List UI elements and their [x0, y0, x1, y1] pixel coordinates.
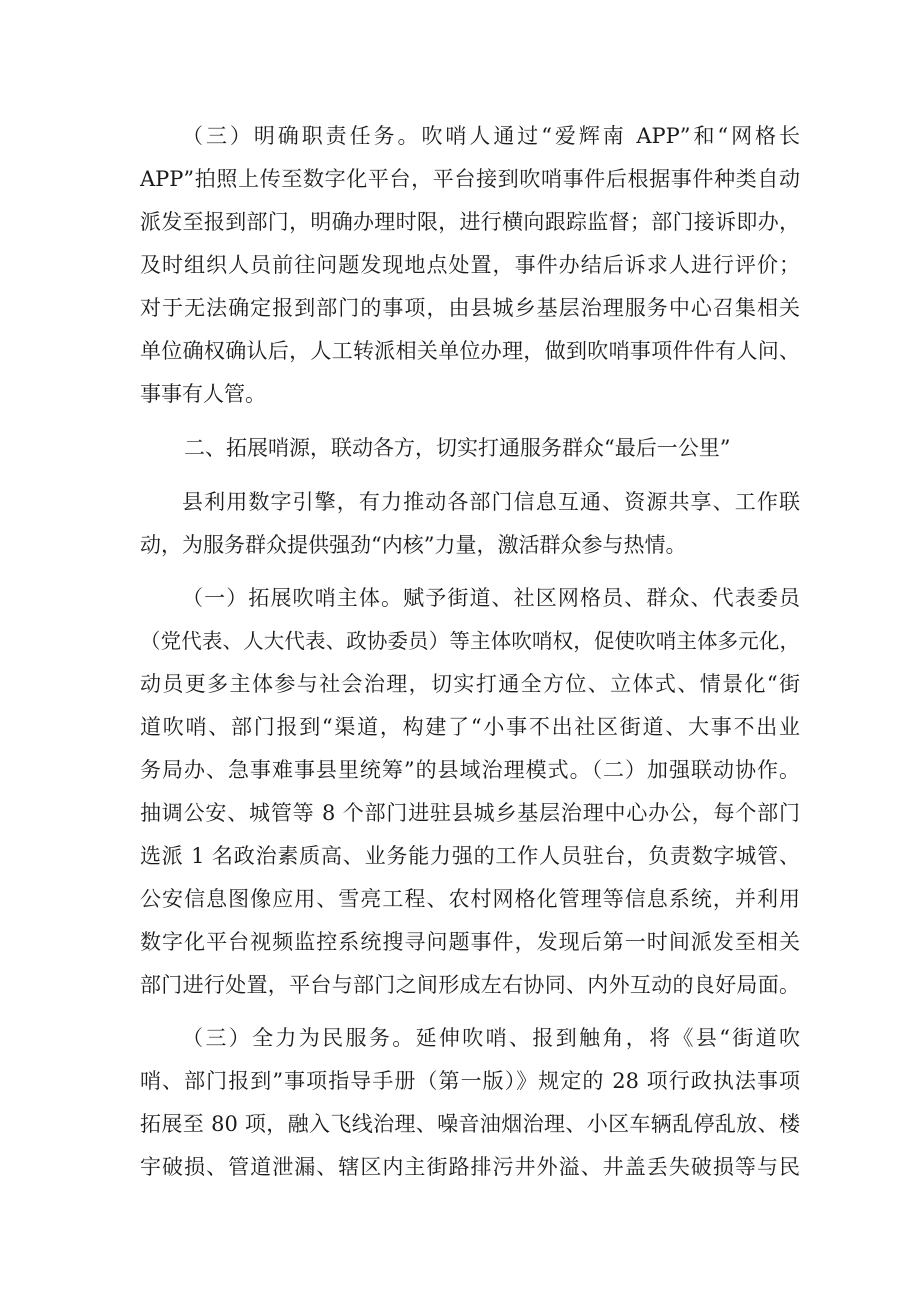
paragraph-line: 哨、部门报到”事项指导手册（第一版）》规定的 28 项行政执法事项: [140, 1069, 800, 1093]
paragraph-line: 动员更多主体参与社会治理，切实打通全方位、立体式、情景化“街: [140, 672, 800, 696]
paragraph-line: 抽调公安、城管等 8 个部门进驻县城乡基层治理中心办公，每个部门: [140, 801, 800, 825]
paragraph-line: 选派 1 名政治素质高、业务能力强的工作人员驻台，负责数字城管、: [140, 844, 800, 868]
paragraph-line: 动，为服务群众提供强劲“内核”力量，激活群众参与热情。: [140, 533, 687, 557]
paragraph-line: （三）全力为民服务。延伸吹哨、报到触角，将《县“街道吹: [182, 1026, 800, 1050]
paragraph-line: 派发至报到部门，明确办理时限，进行横向跟踪监督；部门接诉即办，: [140, 210, 800, 234]
paragraph-line: （一）拓展吹哨主体。赋予街道、社区网格员、群众、代表委员: [182, 586, 800, 610]
paragraph-line: 务局办、急事难事县里统筹”的县域治理模式。（二）加强联动协作。: [140, 758, 800, 782]
paragraph-line: 对于无法确定报到部门的事项，由县城乡基层治理服务中心召集相关: [140, 296, 800, 320]
section-heading: 二、拓展哨源，联动各方，切实打通服务群众“最后一公里”: [184, 436, 731, 460]
paragraph-line: 事事有人管。: [140, 382, 266, 406]
paragraph-line: 部门进行处置，平台与部门之间形成左右协同、内外互动的良好局面。: [140, 973, 800, 997]
paragraph-line: 公安信息图像应用、雪亮工程、农村网格化管理等信息系统，并利用: [140, 887, 800, 911]
paragraph-line: 县利用数字引擎，有力推动各部门信息互通、资源共享、工作联: [182, 490, 800, 514]
paragraph-line: 数字化平台视频监控系统搜寻问题事件，发现后第一时间派发至相关: [140, 930, 800, 954]
paragraph-line: 道吹哨、部门报到“渠道，构建了“小事不出社区街道、大事不出业: [140, 715, 800, 739]
paragraph-line: 单位确权确认后，人工转派相关单位办理，做到吹哨事项件件有人问、: [140, 339, 800, 363]
paragraph-line: 拓展至 80 项，融入飞线治理、噪音油烟治理、小区车辆乱停乱放、楼: [140, 1112, 800, 1136]
paragraph-line: APP”拍照上传至数字化平台，平台接到吹哨事件后根据事件种类自动: [140, 167, 800, 191]
paragraph-line: （三）明确职责任务。吹哨人通过“爱辉南 APP”和“网格长: [182, 124, 800, 148]
paragraph-line: （党代表、人大代表、政协委员）等主体吹哨权，促使吹哨主体多元化，: [140, 629, 800, 653]
paragraph-line: 及时组织人员前往问题发现地点处置，事件办结后诉求人进行评价；: [140, 253, 800, 277]
paragraph-line: 宇破损、管道泄漏、辖区内主街路排污井外溢、井盖丢失破损等与民: [140, 1155, 800, 1179]
